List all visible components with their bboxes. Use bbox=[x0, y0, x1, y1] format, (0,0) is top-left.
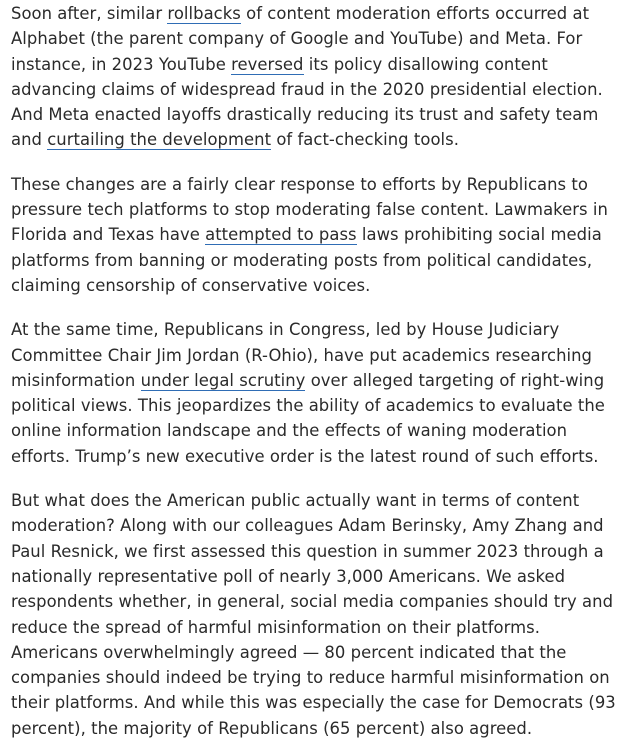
paragraph-4 bbox=[11, 488, 629, 741]
paragraph-text: These changes are a fairly clear response to efforts by Republicans to pressure tech platforms to stop moderating false content. Lawmakers in Florida and Texas have bbox=[11, 174, 608, 245]
link-curtailing-the-development[interactable]: curtailing the development bbox=[47, 130, 272, 150]
paragraph-text: over alleged targeting of right-wing political views. This jeopardizes the ability of academics to evaluate the online information landscape and the effects of waning moderation efforts. Trump’s new executive order is the latest round of such efforts. bbox=[11, 370, 605, 466]
paragraph-text: of fact-checking tools. bbox=[271, 130, 459, 150]
link-rollbacks[interactable]: rollbacks bbox=[167, 4, 241, 23]
paragraph-1 bbox=[11, 1, 629, 153]
paragraph-3 bbox=[11, 317, 629, 469]
paragraph-text: But what does the American public actually want in terms of content moderation? Along with our colleagues Adam Berinsky, Amy Zhang and Paul Resnick, we first assessed this question in summer 2023 through a nationally representative poll of nearly 3,000 Americans. We asked respondents whether, in general, social media companies should try and reduce the spread of harmful misinformation on their platforms. Americans overwhelmingly agreed — 80 percent indicated that the companies should indeed be trying to reduce harmful misinformation on their platforms. And while this was especially the case for Democrats (93 percent), the majority of Republicans (65 percent) also agreed. bbox=[11, 491, 616, 738]
paragraph-text: laws prohibiting social media platforms from banning or moderating posts from political candidates, claiming censorship of conservative voices. bbox=[11, 225, 602, 295]
paragraph-text: At the same time, Republicans in Congress, led by House Judiciary Committee Chair Jim Jordan (R-Ohio), have put academics researching misinformation bbox=[11, 320, 592, 390]
paragraph-text: Soon after, similar bbox=[11, 4, 168, 23]
link-reversed[interactable]: reversed bbox=[231, 54, 304, 74]
paragraph-text: of content moderation efforts occurred at Alphabet (the parent company of Google and YouTube) and Meta. For instance, in 2023 YouTube bbox=[11, 4, 590, 74]
paragraph-2 bbox=[11, 172, 629, 298]
paragraph-text: its policy disallowing content advancing claims of widespread fraud in the 2020 presidential election. And Meta enacted layoffs drastically reducing its trust and safety team and bbox=[11, 54, 603, 150]
link-attempted-to-pass[interactable]: attempted to pass bbox=[205, 225, 357, 245]
link-under-legal-scrutiny[interactable]: under legal scrutiny bbox=[140, 370, 306, 390]
